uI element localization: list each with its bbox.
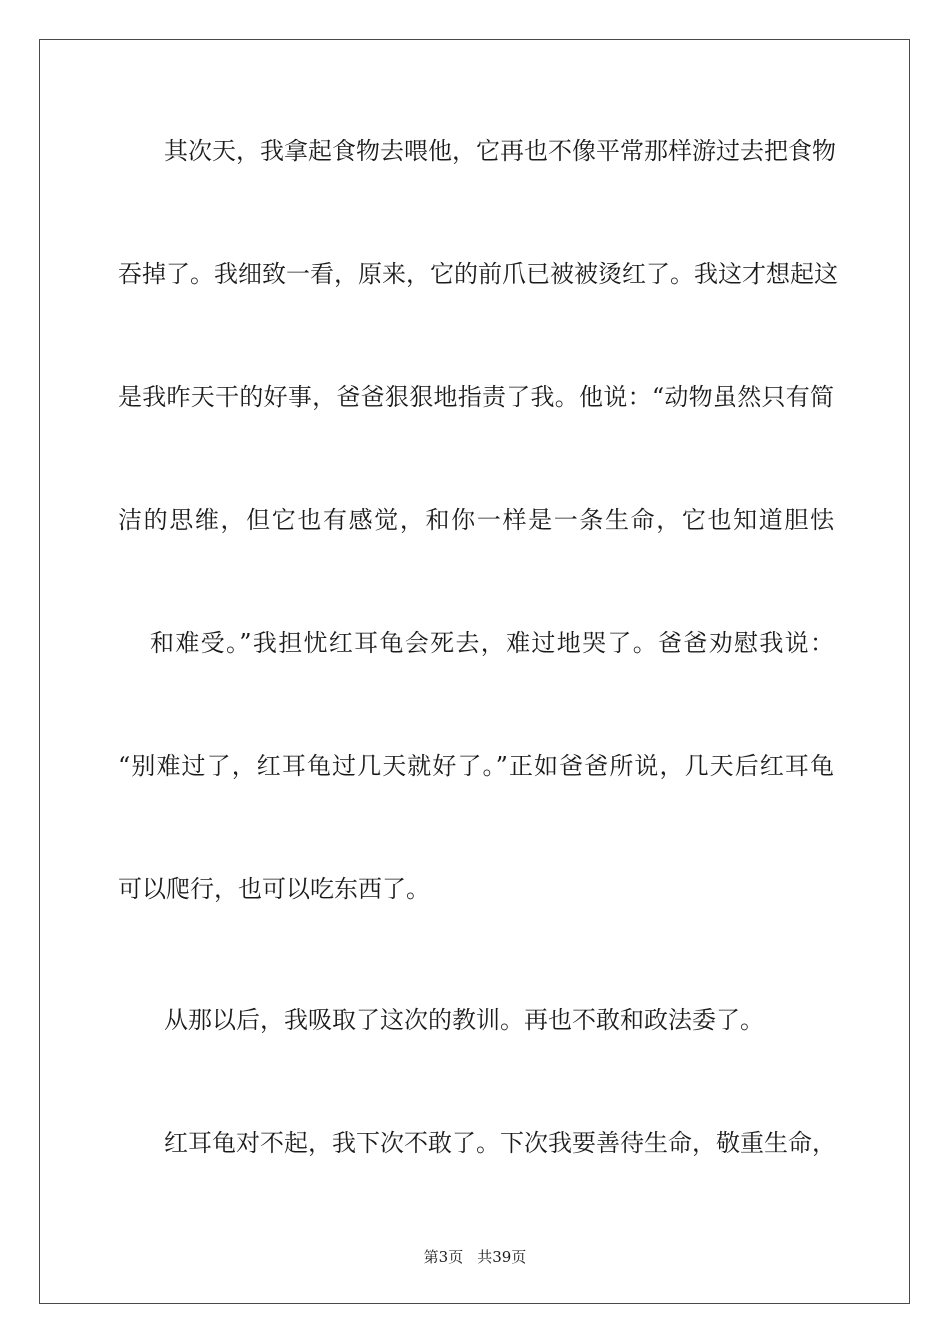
text-line-5: 和难受。”我担忧红耳龟会死去，难过地哭了。爸爸劝慰我说： [150,629,834,657]
text-line-4: 洁的思维，但它也有感觉，和你一样是一条生命，它也知道胆怯 [118,506,834,534]
text-line-2: 吞掉了。我细致一看，原来，它的前爪已被被烫红了。我这才想起这 [118,260,838,288]
text-line-6: “别难过了，红耳龟过几天就好了。”正如爸爸所说，几天后红耳龟 [118,752,834,780]
text-line-1: 其次天，我拿起食物去喂他，它再也不像平常那样游过去把食物 [164,137,836,165]
text-line-3: 是我昨天干的好事，爸爸狠狠地指责了我。他说：“动物虽然只有简 [118,383,834,411]
text-line-7: 可以爬行，也可以吃东西了。 [118,875,430,903]
text-line-8: 从那以后，我吸取了这次的教训。再也不敢和政法委了。 [164,1006,764,1034]
page-footer [0,1247,950,1267]
text-line-9: 红耳龟对不起，我下次不敢了。下次我要善待生命，敬重生命， [164,1129,836,1157]
total-pages: 共39页 [477,1248,527,1266]
page-frame [39,39,910,1304]
page-number: 第3页 [423,1248,464,1266]
